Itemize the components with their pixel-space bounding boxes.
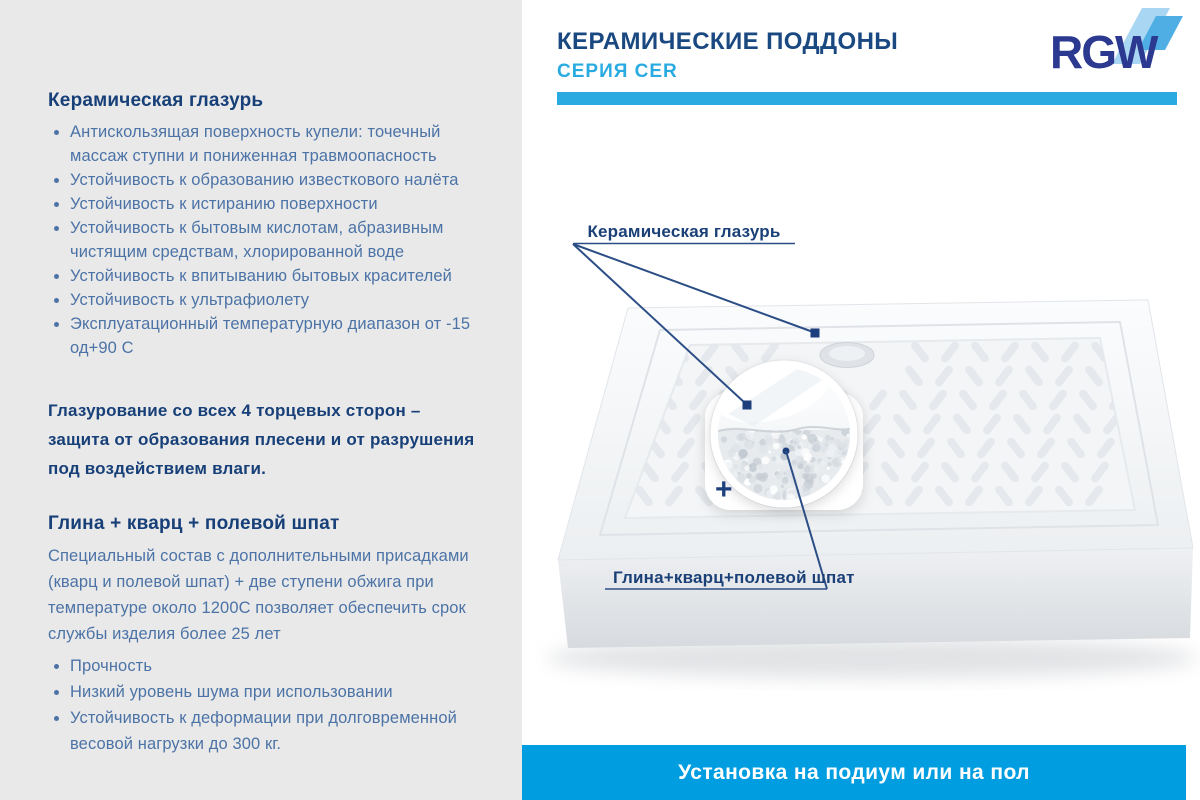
- left-info-panel: [0, 0, 522, 800]
- glazing-highlight-text: Глазурование со всех 4 торцевых сторон – защита от образования плесени и от разрушения под воздействием влаги.: [48, 401, 475, 478]
- callout-marker: [811, 329, 820, 338]
- tray-front-face: [558, 548, 1193, 648]
- list-item: • Устойчивость к истиранию поверхности: [70, 192, 488, 216]
- list-item: • Устойчивость к бытовым кислотам, абразивным чистящим средствам, хлорированной воде: [70, 216, 488, 264]
- list-item: • Антискользящая поверхность купели: точечный массаж ступни и пониженная травмоопасность: [70, 120, 488, 168]
- glaze-section-heading: Керамическая глазурь: [48, 90, 264, 111]
- clay-feature-list: [48, 653, 488, 757]
- tray-illustration: [522, 110, 1200, 745]
- logo-text: RGW: [1050, 26, 1157, 78]
- list-item: • Эксплуатационный температурную диапазон от -15 од+90 С: [70, 312, 488, 360]
- shower-tray: [558, 300, 1193, 648]
- callout-marker: [743, 401, 752, 410]
- rgw-logo-icon: [1050, 6, 1185, 78]
- accent-bar: [557, 92, 1177, 105]
- list-item: • Устойчивость к деформации при долговременной весовой нагрузки до 300 кг.: [70, 705, 488, 757]
- callout-glaze-label: Керамическая глазурь: [587, 222, 781, 241]
- glaze-feature-list: [48, 120, 488, 360]
- shower-tray-diagram: [522, 110, 1200, 745]
- list-item: • Устойчивость к впитыванию бытовых красителей: [70, 264, 488, 288]
- rgw-logo: [1050, 6, 1185, 78]
- page-title: КЕРАМИЧЕСКИЕ ПОДДОНЫ: [557, 28, 899, 55]
- plus-sign: +: [715, 473, 733, 506]
- list-item: • Устойчивость к образованию известкового налёта: [70, 168, 488, 192]
- list-item: • Устойчивость к ультрафиолету: [70, 288, 488, 312]
- clay-section-paragraph: Специальный состав с дополнительными присадками (кварц и полевой шпат) + две ступени обжига при температуре около 1200С позволяет обеспечить срок службы изделия более 25 лет: [48, 547, 469, 643]
- list-item: • Низкий уровень шума при использовании: [70, 679, 488, 705]
- drain-icon: [820, 343, 874, 368]
- callout-clay-label: Глина+кварц+полевой шпат: [613, 568, 855, 587]
- list-item: • Прочность: [70, 653, 488, 679]
- clay-section-heading: Глина + кварц + полевой шпат: [48, 513, 340, 534]
- series-subtitle: СЕРИЯ CER: [557, 61, 678, 82]
- install-banner: Установка на подиум или на пол: [522, 745, 1186, 800]
